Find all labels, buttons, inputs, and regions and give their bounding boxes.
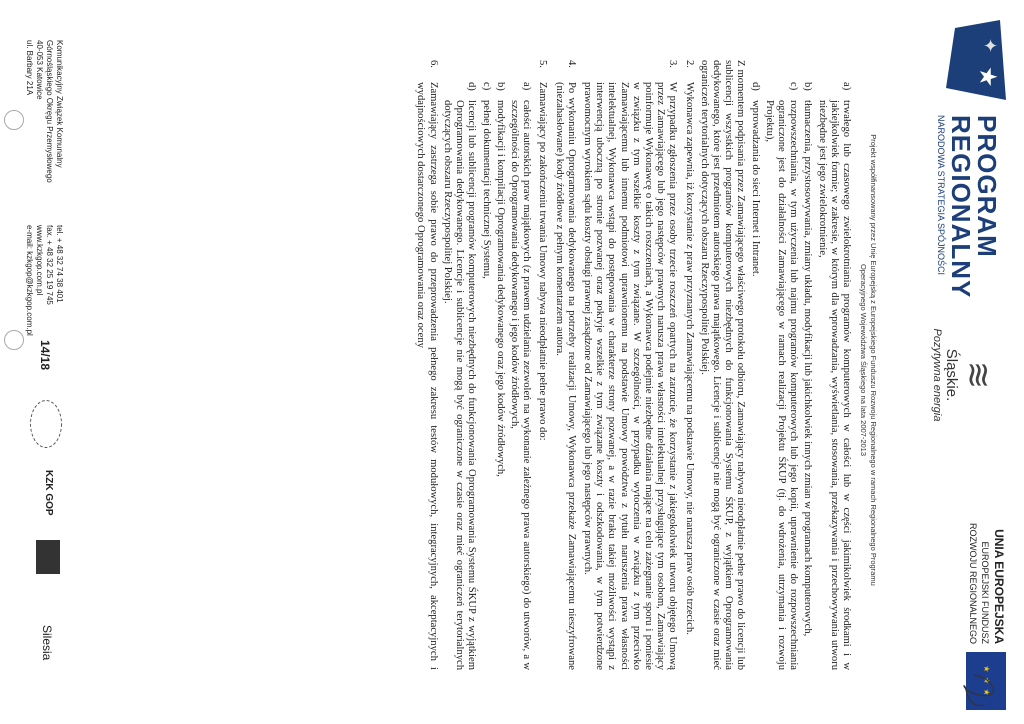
footer-phone: tel. + 48 32 74 38 401 bbox=[55, 225, 64, 303]
eu-fund-line2: ROZWOJU REGIONALNEGO bbox=[968, 522, 978, 644]
slaskie-logo bbox=[906, 300, 996, 450]
certification-stamp-icon bbox=[30, 400, 62, 448]
item-3-text: W przypadku zgłoszenia przez osoby trzecie roszczeń opartych na zarzucie, że korzystanie z jakiegokolwiek utworu objętego Umową przez Zamawiającego lub jego następców prawnych narusza prawa własności intelektualnej przysługujące tym osobom, Zamawiający poinformuje Wykonawcę o takich roszczeniach, a Wykonawca podejmie niezbędne działania mające na celu zażegnanie sporu i poniesie w związku z tym wszelkie koszty z tym związane. W szczególności, w przypadku wytoczenia w związku z tym przeciwko Zamawiającemu lub innemu podmiotowi uprawnionemu na podstawie Umowy powództwa z tytułu naruszenia prawa własności intelektualnej, Wykonawca wstąpi do postępowania w charakterze strony pozwanej, a w razie braku takiej możliwości wystąpi z interwencją uboczną po stronie pozwanej oraz pokryje wszelkie z tym związane koszty i odszkodowania, w tym potwierdzone prawomocnym wyrokiem sądu koszty obsługi prawnej zasądzone od Zamawiającego lub jego następców prawnych. bbox=[581, 82, 679, 670]
list-item bbox=[815, 82, 852, 670]
binder-hole-icon bbox=[4, 110, 24, 130]
slaskie-tagline: Pozytywna energia bbox=[931, 328, 943, 422]
footer-address-line: ul. Barbary 21A bbox=[25, 40, 34, 96]
silesia-logo: Silesia bbox=[40, 625, 54, 661]
eu-fund-line1: EUROPEJSKI FUNDUSZ bbox=[980, 541, 990, 644]
page-number: 14/18 bbox=[38, 340, 52, 371]
star-icon: ★ bbox=[974, 66, 1002, 88]
list-item bbox=[479, 82, 491, 670]
item-number: 4. bbox=[565, 60, 577, 68]
item-2-text: Wykonawca zapewnia, iż korzystanie z praw przyznanych Zamawiającemu na podstawie Umowy, nie narusza praw osób trzecich. bbox=[683, 82, 695, 635]
list-item bbox=[748, 82, 760, 670]
slaskie-name: Śląskie. bbox=[943, 348, 960, 402]
star-small-icon: ✦ bbox=[979, 38, 1000, 54]
list-marker: b) bbox=[802, 82, 814, 91]
item-number: 5. bbox=[537, 60, 549, 68]
program-regionalny-logo bbox=[896, 20, 1006, 299]
footer bbox=[4, 40, 64, 690]
list-item bbox=[682, 60, 694, 670]
letterhead bbox=[854, 0, 1024, 724]
item-number: 6. bbox=[427, 60, 439, 68]
list-marker: d) bbox=[466, 82, 478, 91]
item-number: 2. bbox=[683, 60, 695, 68]
item-4-text: Po wykonaniu Oprogramowania dedykowanego na potrzeby realizacji Umowy, Wykonawca przekaże Zamawiającemu nieszyfrowane (niezahasłowane) kody źródłowe z pełnym komentarzem autora. bbox=[553, 82, 577, 670]
list-item bbox=[441, 82, 478, 670]
footer-address bbox=[24, 40, 64, 183]
list-item bbox=[536, 60, 548, 670]
list-item bbox=[763, 82, 800, 670]
footer-address-line: Komunikacyjny Związek Komunalny bbox=[55, 40, 64, 168]
binder-hole-icon bbox=[4, 330, 24, 350]
list-item bbox=[508, 82, 532, 670]
item-5b-text: modyfikacji i kompilacji Oprogramowania dedykowanego oraz jego kodów źródłowych, bbox=[494, 100, 506, 477]
list-item bbox=[494, 82, 506, 670]
item-5a-text: całości autorskich praw majątkowych (z prawem udzielania zezwoleń na wykonanie zależnego prawa autorskiego) do utworów, a w szczególności do Oprogramowania dedykowanego i jego kodów źródłowych, bbox=[508, 100, 533, 670]
list-item bbox=[552, 60, 576, 670]
item-5c-text: pełnej dokumentacji technicznej Systemu, bbox=[480, 100, 492, 279]
program-title-line2: REGIONALNY bbox=[946, 115, 976, 299]
list-item bbox=[414, 60, 438, 670]
footer-website: www.kzkgop.com.pl bbox=[35, 225, 44, 296]
list-marker: d) bbox=[749, 82, 761, 91]
intro-paragraph: Z momentem podpisania przez Zamawiającego właściwego protokołu odbioru, Zamawiający nabywa nieodpłatnie pełne prawo do licencji lub sublicencji wszystkich programów komputerowych niezbędnych do funkcjonowania Systemu ŚKUP, z wyjątkiem Oprogramowania dedykowanego, które jest przedmiotem autorskiego prawa majątkowego. Licencje i sublicencje nie mogą być ograniczone w czasie oraz mieć ograniczeń terytorialnych dotyczących obszaru Rzeczypospolitej Polskiej. bbox=[698, 60, 747, 670]
clause-a-text: trwałego lub czasowego zwielokrotniania programów komputerowych w całości lub w części jakimikolwiek środkami i w jakiejkolwiek formie; w zakresie, w którym dla wprowadzania, wyświetlania, stosowania, przekazywania i przechowywania utworu niezbędne jest jego zwielokrotnienie, bbox=[816, 100, 852, 670]
program-subtitle: NARODOWA STRATEGIA SPÓJNOŚCI bbox=[936, 115, 946, 276]
list-marker: c) bbox=[480, 82, 492, 91]
clause-c-text: rozpowszechniania, w tym użyczenia lub najmu programów komputerowych lub jego kopii, uprawnienie do rozpowszechniania ograniczone jest do działalności Zamawiającego w ramach realizacji Projektu ŚKUP (tj. do wdrożenia, utrzymania i rozwoju Projektu), bbox=[763, 100, 800, 670]
list-marker: a) bbox=[841, 82, 852, 91]
list-marker: c) bbox=[788, 82, 800, 91]
footer-email: e-mail: kzkgop@kzkgop.com.pl bbox=[25, 225, 34, 336]
footer-fax: fax. + 48 32 25 19 745 bbox=[45, 225, 54, 305]
clause-d-text: wprowadzania do sieci Internet i Intranet. bbox=[749, 100, 761, 277]
slaskie-waves-icon: ≋ bbox=[958, 360, 998, 390]
cofinancing-line1: Projekt współfinansowany przez Unię Europejską z Europejskiego Funduszu Rozwoju Regionalnego w ramach Regionalnego Programu bbox=[869, 134, 878, 586]
eu-title: UNIA EUROPEJSKA bbox=[992, 529, 1006, 644]
cofinancing-note bbox=[858, 40, 878, 680]
list-marker: a) bbox=[521, 82, 533, 91]
footer-contact bbox=[24, 225, 64, 336]
list-marker: b) bbox=[494, 82, 506, 91]
footer-address-line: 40-053 Katowice bbox=[35, 40, 44, 100]
eu-flag-icon: ★ ★ ★ bbox=[966, 652, 1006, 710]
clause-b-text: tłumaczenia, przystosowywania, zmiany układu, modyfikacji lub jakichkolwiek innych zmian w programach komputerowych, bbox=[802, 100, 814, 637]
document-body bbox=[410, 60, 852, 670]
metropolis-logo-icon bbox=[36, 540, 60, 574]
program-title-line1: PROGRAM bbox=[972, 115, 1002, 258]
item-number: 3. bbox=[667, 60, 679, 68]
handwritten-signature-icon bbox=[960, 670, 1004, 710]
item-6-text: Zamawiający zastrzega sobie prawo do przeprowadzenia pełnego zakresu testów modułowych, integracyjnych, akceptacyjnych i wydajnościowych dostarczonego Oprogramowania oraz oceny bbox=[415, 82, 439, 670]
item-5d-text: licencji lub sublicencji programów komputerowych niezbędnych do funkcjonowania Oprogramowania Systemu ŚKUP z wyjątkiem Oprogramowania dedykowanego. Licencje i sublicencje nie mogą być ograniczone w czasie oraz mieć ograniczeń terytorialnych dotyczących obszaru Rzeczypospolitej Polskiej. bbox=[441, 100, 478, 670]
list-item bbox=[581, 60, 679, 670]
kzk-gop-logo: KZK GOP bbox=[43, 470, 54, 516]
cofinancing-line2: Operacyjnego Województwa Śląskiego na lata 2007-2013 bbox=[859, 263, 868, 457]
item-5-text: Zamawiający po zakończeniu trwania Umowy nabywa nieodpłatnie pełne prawo do: bbox=[537, 82, 549, 441]
list-item bbox=[801, 82, 813, 670]
footer-address-line: Górnośląskiego Okręgu Przemysłowego bbox=[45, 40, 54, 183]
